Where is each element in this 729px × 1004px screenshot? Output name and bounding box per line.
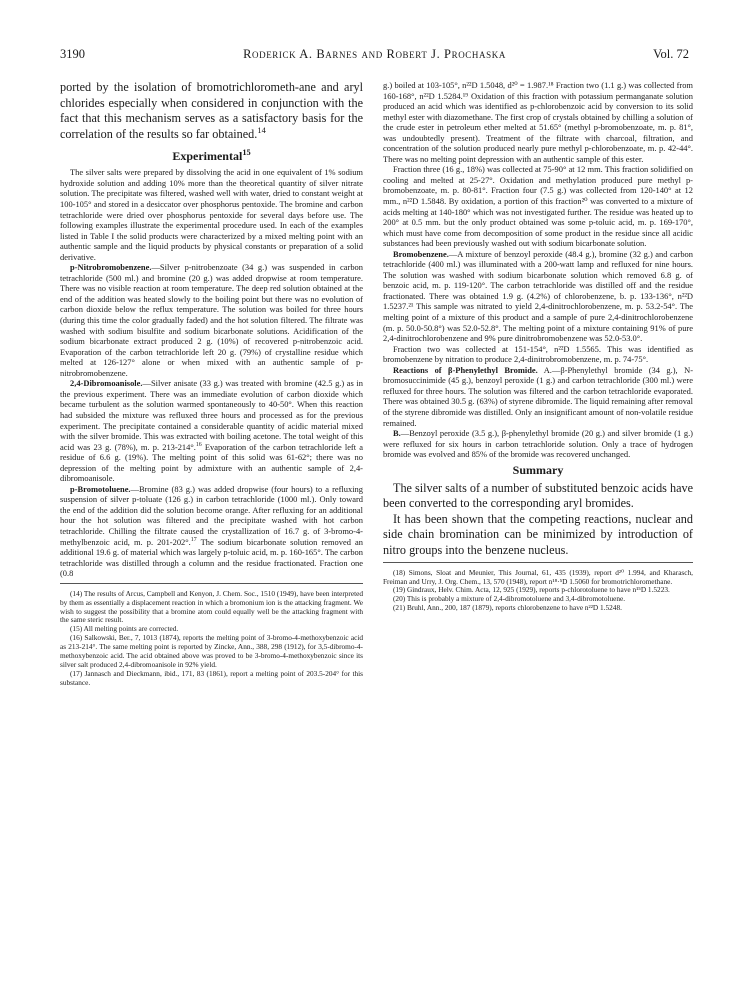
paragraph-text: Evaporation of the carbon tetrachloride left a residue of 6.6 g. (19%). The melting point of this solid was 61-62°; there was no depression of the melting point by admixture with an authentic sample of 2,4-dibromoanisole.: [60, 441, 363, 484]
paragraph-dibromoanisole: [60, 378, 363, 483]
right-column: [383, 80, 693, 613]
paragraph-text: The sodium bicarbonate solution removed an additional 19.6 g. of material which was largely p-toluic acid, m. p. 160-165°. The carbon tetrachloride was distilled through a column and the residue fractionated. Fraction one (0.8: [60, 536, 363, 579]
footnote-ref: 16: [195, 441, 202, 448]
experimental-heading: [60, 149, 363, 164]
paragraph-text: —Silver anisate (33 g.) was treated with bromine (42.5 g.) as in the previous experiment. There was an immediate evolution of carbon dioxide which became turbulent as the solution warmed spontaneously to 40-50°. When this reaction had subsided the mixture was refluxed three hours and processed as for the previous experiment. The precipitate contained a considerable quantity of acidic material mixed with the silver bromide. This was extracted with boiling acetone. The total weight of this acid was 23 g. (78%), m. p. 213-214°.: [60, 378, 363, 452]
footnote: (21) Bruhl, Ann., 200, 187 (1879), reports chlorobenzene to have n²²D 1.5248.: [393, 603, 622, 613]
paragraph-bromotoluene: [60, 484, 363, 579]
footnote-divider: [60, 583, 363, 584]
intro-text: ported by the isolation of bromotrichlorometh-ane and aryl chlorides especially when considered in conjunction with the fact that this mechanism serves as a satisfactory basis for the correlation of the results so far obtained.: [60, 80, 363, 141]
page-number: 3190: [60, 47, 85, 61]
run-in-heading: Bromobenzene.: [393, 248, 449, 259]
footnote-ref: 14: [257, 124, 266, 135]
intro-paragraph: [60, 80, 363, 142]
paragraph-text: —Bromine (83 g.) was added dropwise (four hours) to a refluxing suspension of silver p-toluate (126 g.) in carbon tetrachloride (1000 ml.). Only toward the end of the addition did the solution become orange. After refluxing for an additional hour the hot solution was filtered and the precipitate washed with hot carbon tetrachloride. Chilling the filtrate caused the crystallization of 16.7 g. of 3-bromo-4-methylbenzoic acid, m. p. 201-202°.: [60, 483, 363, 547]
footnote-ref: 17: [190, 536, 197, 543]
paragraph-text: —A mixture of benzoyl peroxide (48.4 g.), bromine (32 g.) and carbon tetrachloride (400 ml.) was illuminated with a 200-watt lamp and refluxed for nine hours. The solution was washed with sodium bicarbonate solution which removed 6.8 g. of benzoic acid, m. p. 119-120°. The carbon tetrachloride was distilled off and the residue fractionated. There was obtained 1.9 g. (4.2%) of chlorobenzene, b. p. 133-136°, n²²D 1.5237.²¹ This sample was nitrated to yield 2,4-dinitrochlorobenzene, m. p. 53.2-54°. The melting point of a mixture of this product and a sample of pure 2,4-dinitrochlorobenzene (m. p. 50.0-50.8°) was 52.0-52.8°. The melting point of a mixture containing 91% of pure 2,4-dinitrochlorobenzene and 9% pure dinitrobromobenzene was 52.0-53.0°.: [383, 248, 693, 344]
paragraph-continuation: g.) boiled at 103-105°, n²²D 1.5048, d²⁰ = 1.987.¹⁸ Fraction two (1.1 g.) was collected from 160-168°, n²²D 1.5284.¹⁹ Oxidation of this fraction with potassium permanganate solution produced an acid which was identified as p-chlorobenzoic acid by conversion to its solid methyl ester with diazomethane. The first crop of crystals obtained by chilling a solution of the crude ester in petroleum ether melted at 51.65° (methyl p-bromobenzoate, m. p. 81°, was undoubtedly present). Treatment of the filtrate with charcoal, filtration, and concentration of the solution produced nearly pure methyl p-chlorobenzoate, m. p. 42-44°. There was no melting point depression with an authentic sample of this ester.: [383, 80, 693, 164]
footnote-divider: [383, 562, 693, 563]
volume-label: Vol. 72: [653, 47, 689, 61]
footnote: (17) Jannasch and Dieckmann, ibid., 171, 83 (1861), report a melting point of 203.5-204° for this substance.: [60, 668, 363, 687]
paragraph-fraction-three: Fraction three (16 g., 18%) was collected at 75-90° at 12 mm. This fraction solidified on cooling and melted at 25-27°. Oxidation and methylation produced pure methyl p-bromobenzoate, m. p. 80-81°. Fraction four (7.5 g.) was collected from 120-140° at 12 mm., n²²D 1.5848. By oxidation, a portion of this fraction²⁰ was converted to a mixture of acids melting at 140-180° which was not investigated further. The residue was heated up to 200° at 0.5 mm. but the only product obtained was some p-toluic acid, m. p. 169-170°, which must have come from decomposition of some product in the residue since all acidic substances had been previously washed out with sodium bicarbonate solution.: [383, 164, 693, 249]
paragraph-general: The silver salts were prepared by dissolving the acid in one equivalent of 1% sodium hydroxide solution and adding 10% more than the theoretical quantity of silver nitrate solution. The precipitate was filtered, washed well with water, dried to constant weight at 100-105° and stored in a desiccator over phosphorus pentoxide. The bromine and carbon tetrachloride were dried over phosphorus pentoxide for several days before use. The following examples illustrate the experimental procedure used. In each of the examples listed in Table I the solid products were characterized by a mixed melting point with an authentic sample and the liquid products by physical constants or preparation of a solid derivative.: [60, 167, 363, 262]
footnote-ref: 15: [242, 148, 251, 158]
run-in-heading: B.: [393, 428, 401, 439]
paragraph-bromobenzene: [383, 249, 693, 344]
paragraph-fraction-two: Fraction two was collected at 151-154°, n²²D 1.5565. This was identified as bromobenzene by nitration to produce 2,4-dinitrobromobenzene, m. p. 74-75°.: [383, 343, 693, 365]
footnote: (19) Gindraux, Helv. Chim. Acta, 12, 925 (1929), reports p-chlorotoluene to have n¹⁵D 1.5223.: [393, 585, 670, 595]
running-header: [60, 47, 689, 61]
summary-paragraph: It has been shown that the competing reactions, nuclear and side chain bromination can be minimized by introduction of nitro groups into the benzene nucleus.: [383, 511, 693, 558]
summary-heading: Summary: [512, 462, 564, 477]
paragraph-phenylethyl-b: [383, 428, 693, 460]
paragraph-text: —Silver p-nitrobenzoate (34 g.) was suspended in carbon tetrachloride (500 ml.) and bromine (20 g.) was added dropwise at room temperature. There was no visible reaction at room temperature. The deep red solution obtained at the end of the addition was heated slowly to the boiling point but there was no evolution of carbon dioxide below the reflux temperature. The solution was boiled for three hours (during this time the color gradually faded) and the hot solution filtered. The filtrate was washed with sodium bisulfite and sodium bicarbonate solutions. Acidification of the sodium bicarbonate extract produced 2 g. (10%) of recovered p-nitrobenzoic acid. Evaporation of the carbon tetrachloride left 20 g. (79%) of crystalline residue which melted at 126-127° alone or when mixed with an authentic sample of p-nitrobromobenzene.: [60, 262, 363, 378]
run-in-heading: p-Bromotoluene.: [70, 483, 131, 494]
paragraph-nitrobromobenzene: [60, 262, 363, 378]
left-column: [60, 80, 363, 688]
paragraph-phenylethyl-a: [383, 365, 693, 428]
running-title: Roderick A. Barnes and Robert J. Prochaska: [243, 47, 506, 61]
run-in-heading: Reactions of β-Phenylethyl Bromide.: [393, 364, 538, 375]
section-title: Experimental: [172, 149, 243, 164]
footnote: (14) The results of Arcus, Campbell and Kenyon, J. Chem. Soc., 1510 (1949), have been interpreted by them as essentially a displacement reaction in which a bromonium ion is the attacking fragment. We wish to suggest the possibility that a bromine atom could equally well be the attacking fragment with the same steric result.: [60, 588, 363, 625]
footnote: (16) Salkowski, Ber., 7, 1013 (1874), reports the melting point of 3-bromo-4-methoxybenzoic acid as 213-214°. The same melting point is reported by Zincke, Ann., 388, 298 (1912), for 3,5-dibromo-4-methoxybenzoic acid. The acid obtained above was proved to be 3-bromo-4-methoxybenzoic since its silver salt produced 2,4-dibromoanisole in 92% yield.: [60, 633, 363, 669]
paragraph-text: A.—β-Phenylethyl bromide (34 g.), N-bromosuccinimide (45 g.), benzoyl peroxide (1 g.) and carbon tetrachloride (300 ml.) were refluxed for three hours. The solution was filtered and the carbon tetrachloride evaporated. There was obtained 30.5 g. (63%) of styrene dibromide. The liquid remaining after removal of the styrene dibromide was distilled. Only an insignificant amount of non-volatile residue remained.: [383, 364, 693, 428]
paragraph-text: —Benzoyl peroxide (3.5 g.), β-phenylethyl bromide (20 g.) and silver bromide (1 g.) were refluxed for six hours in carbon tetrachloride solution. Only a trace of hydrogen bromide was evolved and 85% of the bromide was recovered unchanged.: [383, 428, 693, 460]
footnote: (15) All melting points are corrected.: [70, 624, 179, 634]
run-in-heading: 2,4-Dibromoanisole.: [70, 378, 143, 389]
footnote: (20) This is probably a mixture of 2,4-dibromotoluene and 3,4-dibromotoluene.: [393, 594, 626, 604]
summary-paragraph: The silver salts of a number of substituted benzoic acids have been converted to the corresponding aryl bromides.: [383, 480, 693, 511]
footnote: (18) Simons, Sloat and Meunier, This Journal, 61, 435 (1939), report d²⁰ 1.994, and Kharasch, Freiman and Urry, J. Org. Chem., 13, 570 (1948), report n¹⁸·⁵D 1.5060 for bromotrichloromethane.: [383, 567, 693, 586]
run-in-heading: p-Nitrobromobenzene.: [70, 262, 152, 273]
